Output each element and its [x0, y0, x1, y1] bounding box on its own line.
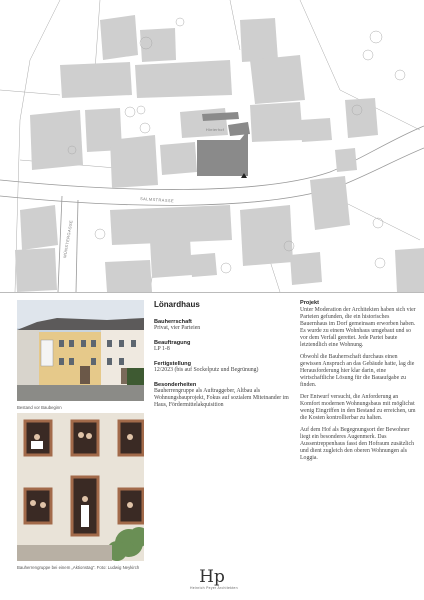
building-label: Hinterhof	[206, 128, 225, 132]
site-plan	[0, 0, 424, 292]
description-paragraph: Auf dem Hof als Begegnungsort der Bewohner liegt ein besonderes Augenmerk. Das Aussentreppenhaus fasst den Hofraum zusätzlich und dient zugleich den oberen Wohnungen als Loggia.	[300, 427, 414, 461]
completion-value: 12/2023 (bis auf Sockelputz und Begrünung)	[154, 367, 259, 373]
client-value: Privat, vier Parteien	[154, 325, 201, 331]
description-paragraph: Obwohl die Bauherrschaft durchaus einen gewissen Anspruch an das Gebäude hatte, lag die Herausforderung hier klar darin, eine wirtschaftliche Lösung für die Bauaufgabe zu finden.	[300, 354, 415, 388]
description-paragraph: Der Entwurf versucht, die Anforderung an Komfort modernen Wohnungsbaus mit möglichst wenig Eingriffen in den Bestand zu erreichen, um die Kosten kontrollierbar zu halten.	[300, 394, 416, 421]
street-label-side: MÜNSTERGASSE	[62, 219, 74, 259]
logo-mark: Hp	[199, 567, 225, 587]
logo-text: Heinrich Peyer Architekten	[190, 586, 238, 590]
project-description	[300, 300, 418, 467]
completion-label: Fertigstellung	[154, 361, 191, 367]
caption-owners: Bauherrengruppe bei einem „Aktionstag“. Foto: Ludwig Neykirch	[17, 565, 140, 570]
description-title: Projekt	[300, 300, 319, 306]
features-value: Bauherrengruppe als Auftraggeber, Altbau als Wohnungsbauprojekt, Fokus auf sozialem Miteinander im Haus, Fördermittelakquisition	[154, 388, 289, 408]
project-title: Lönardhaus	[154, 300, 200, 309]
project-info	[154, 300, 290, 411]
client-label: Bauherrschaft	[154, 319, 192, 325]
features-label: Besonderheiten	[154, 382, 197, 388]
architect-logo	[190, 567, 238, 590]
commission-value: LP 1-8	[154, 346, 170, 352]
photo-owners-group	[17, 413, 144, 561]
caption-existing: Bestand vor Baubeginn	[17, 405, 62, 410]
commission-label: Beauftragung	[154, 340, 191, 346]
description-paragraph: Unter Moderation der Architekten haben sich vier Parteien gefunden, die ein historisches Bauernhaus im Dorf gemeinsam erworben haben. Es wurde zu einem Wohnhaus umgebaut und so vor dem Verfall gerettet. Jede Partei baute letztendlich eine Wohnung.	[300, 307, 416, 348]
photo-existing-building	[17, 300, 144, 401]
street-label-main: SALMSTRASSE	[139, 196, 175, 204]
section-divider	[0, 292, 424, 293]
